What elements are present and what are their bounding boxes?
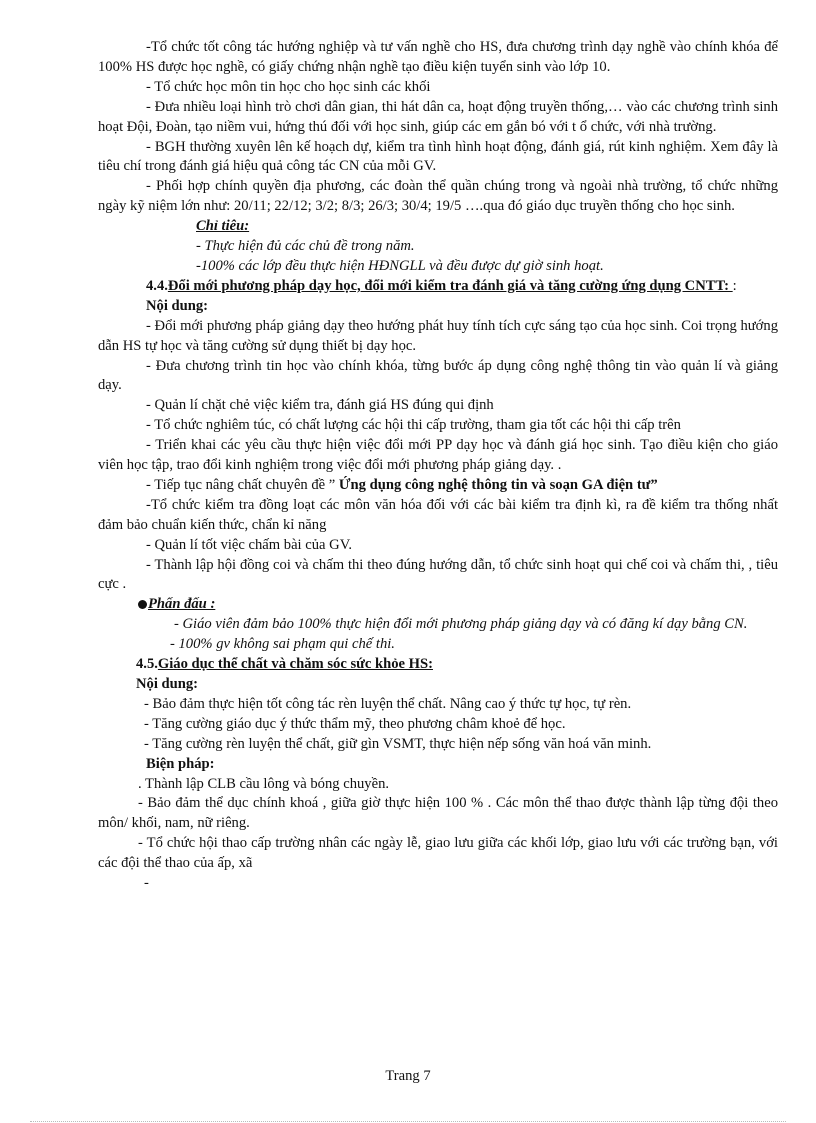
section-4-4-trailing: :: [732, 277, 737, 294]
page-number: Trang 7: [385, 1068, 431, 1084]
paragraph: - Phối hợp chính quyền địa phương, các đoàn thể quần chúng trong và ngoài nhà trường, tổ chức những ngày kỹ niệm lớn như: 20/11; 22/12; 3/2; 8/3; 26/3; 30/4; 19/5 ….qua đó giáo dục truyền thống cho học sinh.: [98, 178, 778, 215]
list-item: - Thành lập hội đồng coi và chấm thi theo đúng hướng dẫn, tổ chức sinh hoạt qui chế coi và chấm thi, , tiêu cực .: [98, 556, 778, 593]
paragraph: -Tổ chức tốt công tác hướng nghiệp và tư vấn nghề cho HS, đưa chương trình dạy nghề vào chính khóa để 100% HS được học nghề, có giấy chứng nhận nghề tạo điều kiện tuyển sinh vào lớp 10.: [98, 39, 778, 75]
list-item: - Quản lí tốt việc chấm bài của GV.: [146, 536, 353, 553]
paragraph: - Đưa nhiều loại hình trò chơi dân gian, thi hát dân ca, hoạt động truyền thống,… vào các chương trình sinh hoạt Đội, Đoàn, tạo niềm vui, hứng thú đối với học sinh, giúp các em gắn bó với t ổ chức, với nhà trường.: [98, 98, 778, 135]
tieptuc-prefix: - Tiếp tục nâng chất chuyên đề ”: [146, 476, 336, 493]
phandau-item: - Giáo viên đảm bảo 100% thực hiện đổi mới phương pháp giảng dạy và có đăng kí dạy bằng CN.: [174, 616, 748, 633]
noidung-label: Nội dung:: [136, 676, 199, 692]
page-content: [98, 38, 778, 894]
phandau-item: - 100% gv không sai phạm qui chế thi.: [170, 636, 395, 653]
section-4-4-heading: [98, 277, 778, 297]
section-4-5-number: 4.5.: [136, 656, 158, 673]
list-item: - Triển khai các yêu cầu thực hiện việc đổi mới PP dạy học và đánh giá học sinh. Tạo điều kiện cho giáo viên học tập, trao đổi kinh nghiệm trong việc đổi mới phương pháp giảng dạy. .: [98, 437, 778, 474]
list-item: - Đưa chương trình tin học vào chính khóa, từng bước áp dụng công nghệ thông tin vào quản lí và giảng dạy.: [98, 357, 778, 394]
list-item: - Tăng cường rèn luyện thể chất, giữ gìn VSMT, thực hiện nếp sống văn hoá văn minh.: [144, 735, 652, 752]
bienphap-label: Biện pháp:: [146, 755, 215, 772]
chitieu-label-line: [98, 217, 778, 237]
noidung-label: Nội dung:: [146, 297, 209, 314]
phandau-label: Phấn đấu :: [148, 596, 216, 613]
list-item: - Tổ chức nghiêm túc, có chất lượng các hội thi cấp trường, tham gia tốt các hội thi cấp trên: [146, 417, 681, 434]
chitieu-label: Chỉ tiêu:: [196, 218, 250, 235]
list-item: - Tăng cường giáo dục ý thức thẩm mỹ, theo phương châm khoẻ để học.: [144, 715, 566, 732]
paragraph: - Tổ chức học môn tin học cho học sinh các khối: [146, 78, 431, 95]
section-4-5-title: Giáo dục thể chất và chăm sóc sức khỏe HS:: [157, 656, 433, 673]
paragraph: - BGH thường xuyên lên kế hoạch dự, kiểm tra tình hình hoạt động, đánh giá, rút kinh nghiệm. Xem đây là tiêu chí trong đánh giá hiệu quả công tác CN của mỗi GV.: [98, 138, 778, 175]
list-item: -Tổ chức kiểm tra đồng loạt các môn văn hóa đối với các bài kiểm tra định kì, ra đề kiểm tra thống nhất đảm bảo chuẩn kiến thức, chẩn kỉ năng: [98, 496, 778, 533]
list-item: . Thành lập CLB cầu lông và bóng chuyền.: [138, 775, 390, 792]
page-divider: [30, 1121, 786, 1122]
phandau-label-line: [98, 595, 778, 615]
list-item: -: [144, 875, 149, 892]
list-item: - Đổi mới phương pháp giảng dạy theo hướng phát huy tính tích cực sáng tạo của học sinh. Coi trọng hướng dẫn HS tự học và tăng cường sử dụng thiết bị dạy học.: [98, 317, 778, 354]
section-4-5-heading: [98, 655, 778, 675]
chitieu-item: - Thực hiện đủ các chủ đề trong năm.: [196, 238, 415, 255]
section-4-4-title: Đổi mới phương pháp dạy học, đổi mới kiểm tra đánh giá và tăng cường ứng dụng CNTT:: [167, 277, 733, 294]
list-item: - Tổ chức hội thao cấp trường nhân các ngày lễ, giao lưu giữa các khối lớp, giao lưu với các trường bạn, với các đội thể thao của ấp, xã: [98, 835, 778, 872]
tieptuc-title: Ứng dụng công nghệ thông tin và soạn GA điện tư”: [335, 476, 658, 493]
list-item: - Quản lí chặt chẻ việc kiểm tra, đánh giá HS đúng qui định: [146, 397, 494, 414]
bullet-dot-icon: [138, 600, 147, 609]
list-item: - Bảo đảm thể dục chính khoá , giữa giờ thực hiện 100 % . Các môn thể thao được thành lập từng đội theo môn/ khối, nam, nữ riêng.: [98, 795, 778, 832]
list-item: - Bảo đảm thực hiện tốt công tác rèn luyện thể chất. Nâng cao ý thức tự học, tự rèn.: [144, 695, 632, 712]
section-4-4-number: 4.4.: [146, 277, 168, 294]
chitieu-item: -100% các lớp đều thực hiện HĐNGLL và đều được dự giờ sinh hoạt.: [196, 257, 604, 274]
list-item-tieptuc: [98, 476, 778, 496]
